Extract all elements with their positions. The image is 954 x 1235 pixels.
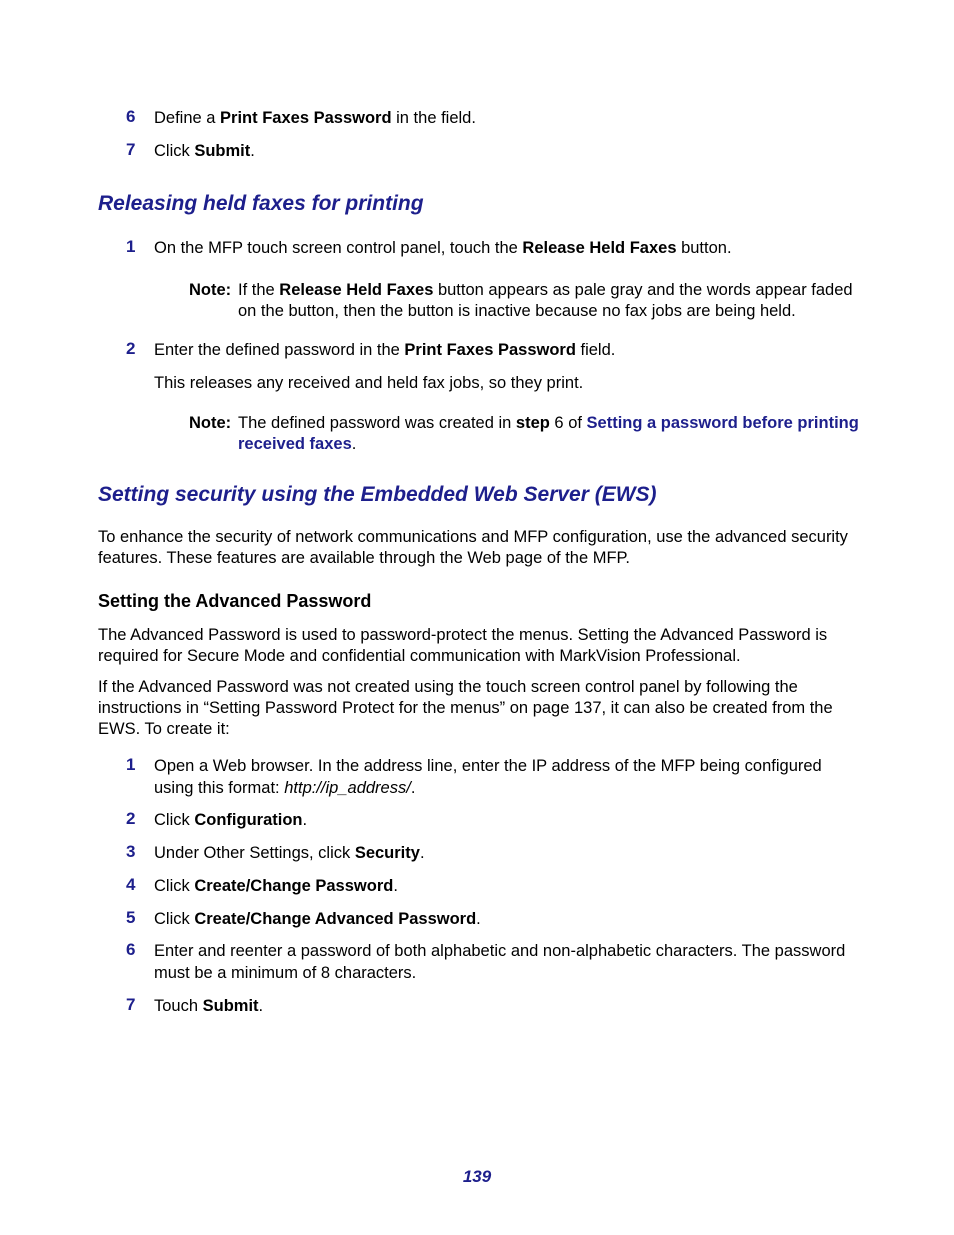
step-text: Enter and reenter a password of both alphabetic and non-alphabetic characters. The password must be a minimum of 8 characters. xyxy=(154,942,846,982)
step-text: Open a Web browser. In the address line, enter the IP address of the MFP being configured using this format: http://ip_address/. xyxy=(154,757,822,797)
section-heading-releasing: Releasing held faxes for printing xyxy=(98,192,424,215)
page-number: 139 xyxy=(462,1167,492,1186)
step-number: 7 xyxy=(126,140,136,159)
step-text: Define a Print Faxes Password in the field. xyxy=(154,109,476,127)
note-release-held xyxy=(189,280,859,321)
step-text: On the MFP touch screen control panel, touch the Release Held Faxes button. xyxy=(154,239,732,257)
step-number: 4 xyxy=(126,875,136,894)
step-number: 2 xyxy=(126,809,136,828)
step-text: Click Configuration. xyxy=(154,811,308,829)
step-text: Click Submit. xyxy=(154,142,255,160)
step-text: Click Create/Change Password. xyxy=(154,877,398,895)
intro-paragraph: To enhance the security of network communications and MFP configuration, use the advanced security features. These features are available through the Web page of the MFP. xyxy=(98,528,848,567)
note-text: The defined password was created in step 6 of Setting a password before printing received faxes. xyxy=(238,414,859,453)
step-paragraph: This releases any received and held fax jobs, so they print. xyxy=(154,374,584,392)
paragraph: The Advanced Password is used to password-protect the menus. Setting the Advanced Password is required for Secure Mode and confidential communication with MarkVision Professional. xyxy=(98,626,828,665)
step-number: 1 xyxy=(126,755,136,774)
step-text: Click Create/Change Advanced Password. xyxy=(154,910,481,928)
step-number: 3 xyxy=(126,842,136,861)
step-number: 6 xyxy=(126,107,136,126)
note-label: Note: xyxy=(189,414,232,432)
note-defined-password xyxy=(189,413,859,454)
subheading-advanced-password: Setting the Advanced Password xyxy=(98,591,372,611)
step-text: Touch Submit. xyxy=(154,997,264,1015)
note-label: Note: xyxy=(189,281,232,299)
paragraph: If the Advanced Password was not created using the touch screen control panel by following the instructions in “Setting Password Protect for the menus” on page 137, it can also be created from the EWS. To create it: xyxy=(98,678,833,738)
step-number: 7 xyxy=(126,995,136,1014)
step-number: 2 xyxy=(126,339,136,358)
step-number: 6 xyxy=(126,940,136,959)
section-heading-ews: Setting security using the Embedded Web Server (EWS) xyxy=(98,483,657,506)
step-text: Enter the defined password in the Print Faxes Password field. xyxy=(154,341,616,359)
note-text: If the Release Held Faxes button appears as pale gray and the words appear faded on the button, then the button is inactive because no fax jobs are being held. xyxy=(238,281,853,320)
step-number: 5 xyxy=(126,908,136,927)
step-number: 1 xyxy=(126,237,136,256)
step-text: Under Other Settings, click Security. xyxy=(154,844,425,862)
setting-password-link[interactable]: Setting a password before printing received faxes xyxy=(238,414,859,453)
